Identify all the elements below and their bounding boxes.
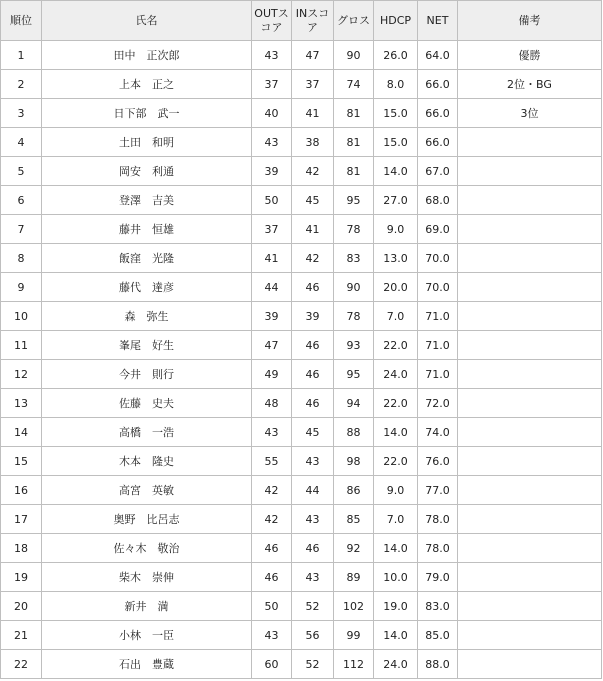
cell-out-score: 47 [252, 331, 292, 360]
cell-hdcp: 14.0 [374, 157, 418, 186]
cell-net: 71.0 [418, 302, 458, 331]
cell-gross: 81 [334, 99, 374, 128]
cell-name: 飯窪 光隆 [42, 244, 252, 273]
cell-gross: 90 [334, 273, 374, 302]
cell-out-score: 42 [252, 505, 292, 534]
cell-out-score: 49 [252, 360, 292, 389]
cell-name: 岡安 利通 [42, 157, 252, 186]
cell-gross: 78 [334, 215, 374, 244]
table-row [1, 389, 602, 418]
cell-gross: 78 [334, 302, 374, 331]
cell-out-score: 39 [252, 157, 292, 186]
cell-note [458, 331, 602, 360]
table-row [1, 99, 602, 128]
cell-out-score: 50 [252, 186, 292, 215]
cell-gross: 74 [334, 70, 374, 99]
cell-hdcp: 20.0 [374, 273, 418, 302]
cell-out-score: 41 [252, 244, 292, 273]
cell-gross: 90 [334, 41, 374, 70]
header-rank: 順位 [1, 1, 42, 41]
table-row [1, 447, 602, 476]
cell-name: 日下部 武一 [42, 99, 252, 128]
cell-name: 藤代 達彦 [42, 273, 252, 302]
cell-in-score: 43 [292, 505, 334, 534]
table-row [1, 505, 602, 534]
cell-name: 土田 和明 [42, 128, 252, 157]
cell-gross: 102 [334, 592, 374, 621]
cell-name: 佐々木 敬治 [42, 534, 252, 563]
cell-note [458, 157, 602, 186]
table-row [1, 360, 602, 389]
cell-name: 今井 則行 [42, 360, 252, 389]
cell-net: 77.0 [418, 476, 458, 505]
cell-out-score: 43 [252, 621, 292, 650]
cell-name: 佐藤 史夫 [42, 389, 252, 418]
cell-hdcp: 15.0 [374, 128, 418, 157]
cell-note: 3位 [458, 99, 602, 128]
table-row [1, 563, 602, 592]
cell-rank: 5 [1, 157, 42, 186]
cell-note [458, 534, 602, 563]
cell-net: 74.0 [418, 418, 458, 447]
cell-gross: 98 [334, 447, 374, 476]
cell-net: 66.0 [418, 99, 458, 128]
table-row [1, 331, 602, 360]
cell-gross: 81 [334, 128, 374, 157]
cell-net: 70.0 [418, 273, 458, 302]
cell-out-score: 39 [252, 302, 292, 331]
table-row [1, 302, 602, 331]
cell-rank: 18 [1, 534, 42, 563]
cell-rank: 10 [1, 302, 42, 331]
cell-net: 71.0 [418, 360, 458, 389]
cell-net: 71.0 [418, 331, 458, 360]
cell-name: 高橋 一浩 [42, 418, 252, 447]
cell-note [458, 563, 602, 592]
table-row [1, 476, 602, 505]
cell-in-score: 41 [292, 215, 334, 244]
cell-out-score: 37 [252, 70, 292, 99]
cell-name: 小林 一臣 [42, 621, 252, 650]
cell-hdcp: 9.0 [374, 476, 418, 505]
table-row [1, 273, 602, 302]
cell-rank: 12 [1, 360, 42, 389]
cell-hdcp: 7.0 [374, 505, 418, 534]
cell-gross: 112 [334, 650, 374, 679]
cell-rank: 20 [1, 592, 42, 621]
table-row [1, 244, 602, 273]
cell-in-score: 46 [292, 331, 334, 360]
cell-name: 奥野 比呂志 [42, 505, 252, 534]
cell-out-score: 37 [252, 215, 292, 244]
cell-out-score: 44 [252, 273, 292, 302]
cell-rank: 11 [1, 331, 42, 360]
cell-in-score: 56 [292, 621, 334, 650]
cell-name: 田中 正次郎 [42, 41, 252, 70]
cell-net: 66.0 [418, 70, 458, 99]
cell-out-score: 42 [252, 476, 292, 505]
cell-note: 優勝 [458, 41, 602, 70]
header-row [1, 1, 602, 41]
cell-note [458, 389, 602, 418]
cell-gross: 88 [334, 418, 374, 447]
cell-note [458, 360, 602, 389]
table-row [1, 186, 602, 215]
header-hdcp: HDCP [374, 1, 418, 41]
cell-in-score: 45 [292, 186, 334, 215]
cell-note [458, 592, 602, 621]
cell-hdcp: 26.0 [374, 41, 418, 70]
cell-rank: 9 [1, 273, 42, 302]
table-row [1, 157, 602, 186]
cell-gross: 85 [334, 505, 374, 534]
cell-rank: 13 [1, 389, 42, 418]
table-row [1, 534, 602, 563]
cell-rank: 8 [1, 244, 42, 273]
cell-note: 2位・BG [458, 70, 602, 99]
cell-net: 76.0 [418, 447, 458, 476]
cell-note [458, 650, 602, 679]
table-row [1, 592, 602, 621]
cell-out-score: 43 [252, 41, 292, 70]
cell-hdcp: 14.0 [374, 418, 418, 447]
cell-in-score: 52 [292, 592, 334, 621]
cell-rank: 4 [1, 128, 42, 157]
table-header [1, 1, 602, 41]
cell-gross: 94 [334, 389, 374, 418]
header-gross: グロス [334, 1, 374, 41]
cell-name: 高宮 英敏 [42, 476, 252, 505]
cell-out-score: 46 [252, 563, 292, 592]
cell-in-score: 46 [292, 360, 334, 389]
table-row [1, 418, 602, 447]
cell-out-score: 43 [252, 128, 292, 157]
cell-hdcp: 24.0 [374, 650, 418, 679]
cell-rank: 3 [1, 99, 42, 128]
cell-hdcp: 19.0 [374, 592, 418, 621]
cell-net: 64.0 [418, 41, 458, 70]
table-row [1, 41, 602, 70]
cell-rank: 2 [1, 70, 42, 99]
cell-out-score: 60 [252, 650, 292, 679]
cell-in-score: 45 [292, 418, 334, 447]
cell-rank: 16 [1, 476, 42, 505]
cell-out-score: 50 [252, 592, 292, 621]
cell-net: 72.0 [418, 389, 458, 418]
cell-gross: 95 [334, 186, 374, 215]
table-row [1, 70, 602, 99]
cell-hdcp: 9.0 [374, 215, 418, 244]
cell-in-score: 37 [292, 70, 334, 99]
cell-name: 森 弥生 [42, 302, 252, 331]
cell-note [458, 302, 602, 331]
cell-hdcp: 15.0 [374, 99, 418, 128]
cell-note [458, 418, 602, 447]
cell-net: 88.0 [418, 650, 458, 679]
cell-in-score: 43 [292, 447, 334, 476]
cell-in-score: 46 [292, 389, 334, 418]
table-row [1, 128, 602, 157]
cell-rank: 1 [1, 41, 42, 70]
cell-hdcp: 8.0 [374, 70, 418, 99]
cell-net: 78.0 [418, 505, 458, 534]
cell-name: 木本 隆史 [42, 447, 252, 476]
cell-net: 68.0 [418, 186, 458, 215]
cell-in-score: 47 [292, 41, 334, 70]
cell-rank: 19 [1, 563, 42, 592]
cell-note [458, 476, 602, 505]
cell-out-score: 43 [252, 418, 292, 447]
header-out-score: OUTスコア [252, 1, 292, 41]
cell-out-score: 40 [252, 99, 292, 128]
cell-gross: 86 [334, 476, 374, 505]
cell-net: 67.0 [418, 157, 458, 186]
cell-net: 83.0 [418, 592, 458, 621]
cell-in-score: 44 [292, 476, 334, 505]
cell-name: 藤井 恒雄 [42, 215, 252, 244]
header-net: NET [418, 1, 458, 41]
cell-hdcp: 27.0 [374, 186, 418, 215]
cell-name: 上本 正之 [42, 70, 252, 99]
cell-name: 登澤 吉美 [42, 186, 252, 215]
table-row [1, 215, 602, 244]
cell-hdcp: 22.0 [374, 447, 418, 476]
cell-in-score: 52 [292, 650, 334, 679]
cell-hdcp: 22.0 [374, 389, 418, 418]
cell-out-score: 48 [252, 389, 292, 418]
cell-in-score: 46 [292, 273, 334, 302]
cell-gross: 92 [334, 534, 374, 563]
cell-out-score: 46 [252, 534, 292, 563]
cell-hdcp: 22.0 [374, 331, 418, 360]
cell-gross: 93 [334, 331, 374, 360]
cell-hdcp: 14.0 [374, 621, 418, 650]
cell-net: 79.0 [418, 563, 458, 592]
cell-net: 78.0 [418, 534, 458, 563]
cell-note [458, 244, 602, 273]
cell-rank: 6 [1, 186, 42, 215]
cell-in-score: 39 [292, 302, 334, 331]
table-row [1, 621, 602, 650]
cell-hdcp: 10.0 [374, 563, 418, 592]
cell-gross: 83 [334, 244, 374, 273]
cell-gross: 95 [334, 360, 374, 389]
header-note: 備考 [458, 1, 602, 41]
cell-hdcp: 14.0 [374, 534, 418, 563]
cell-note [458, 128, 602, 157]
cell-note [458, 186, 602, 215]
header-in-score: INスコア [292, 1, 334, 41]
cell-note [458, 447, 602, 476]
cell-gross: 89 [334, 563, 374, 592]
cell-hdcp: 24.0 [374, 360, 418, 389]
cell-rank: 21 [1, 621, 42, 650]
cell-rank: 22 [1, 650, 42, 679]
cell-in-score: 38 [292, 128, 334, 157]
table-body [1, 41, 602, 679]
cell-gross: 99 [334, 621, 374, 650]
cell-note [458, 505, 602, 534]
cell-gross: 81 [334, 157, 374, 186]
cell-net: 66.0 [418, 128, 458, 157]
cell-rank: 14 [1, 418, 42, 447]
cell-net: 70.0 [418, 244, 458, 273]
cell-in-score: 46 [292, 534, 334, 563]
cell-rank: 17 [1, 505, 42, 534]
cell-note [458, 215, 602, 244]
cell-hdcp: 7.0 [374, 302, 418, 331]
cell-name: 柴木 崇伸 [42, 563, 252, 592]
cell-net: 69.0 [418, 215, 458, 244]
cell-in-score: 43 [292, 563, 334, 592]
header-name: 氏名 [42, 1, 252, 41]
table-row [1, 650, 602, 679]
cell-in-score: 41 [292, 99, 334, 128]
cell-name: 石出 豊蔵 [42, 650, 252, 679]
cell-note [458, 621, 602, 650]
cell-out-score: 55 [252, 447, 292, 476]
cell-name: 峯尾 好生 [42, 331, 252, 360]
cell-in-score: 42 [292, 244, 334, 273]
cell-name: 新井 満 [42, 592, 252, 621]
cell-in-score: 42 [292, 157, 334, 186]
cell-hdcp: 13.0 [374, 244, 418, 273]
cell-rank: 7 [1, 215, 42, 244]
cell-note [458, 273, 602, 302]
cell-rank: 15 [1, 447, 42, 476]
cell-net: 85.0 [418, 621, 458, 650]
